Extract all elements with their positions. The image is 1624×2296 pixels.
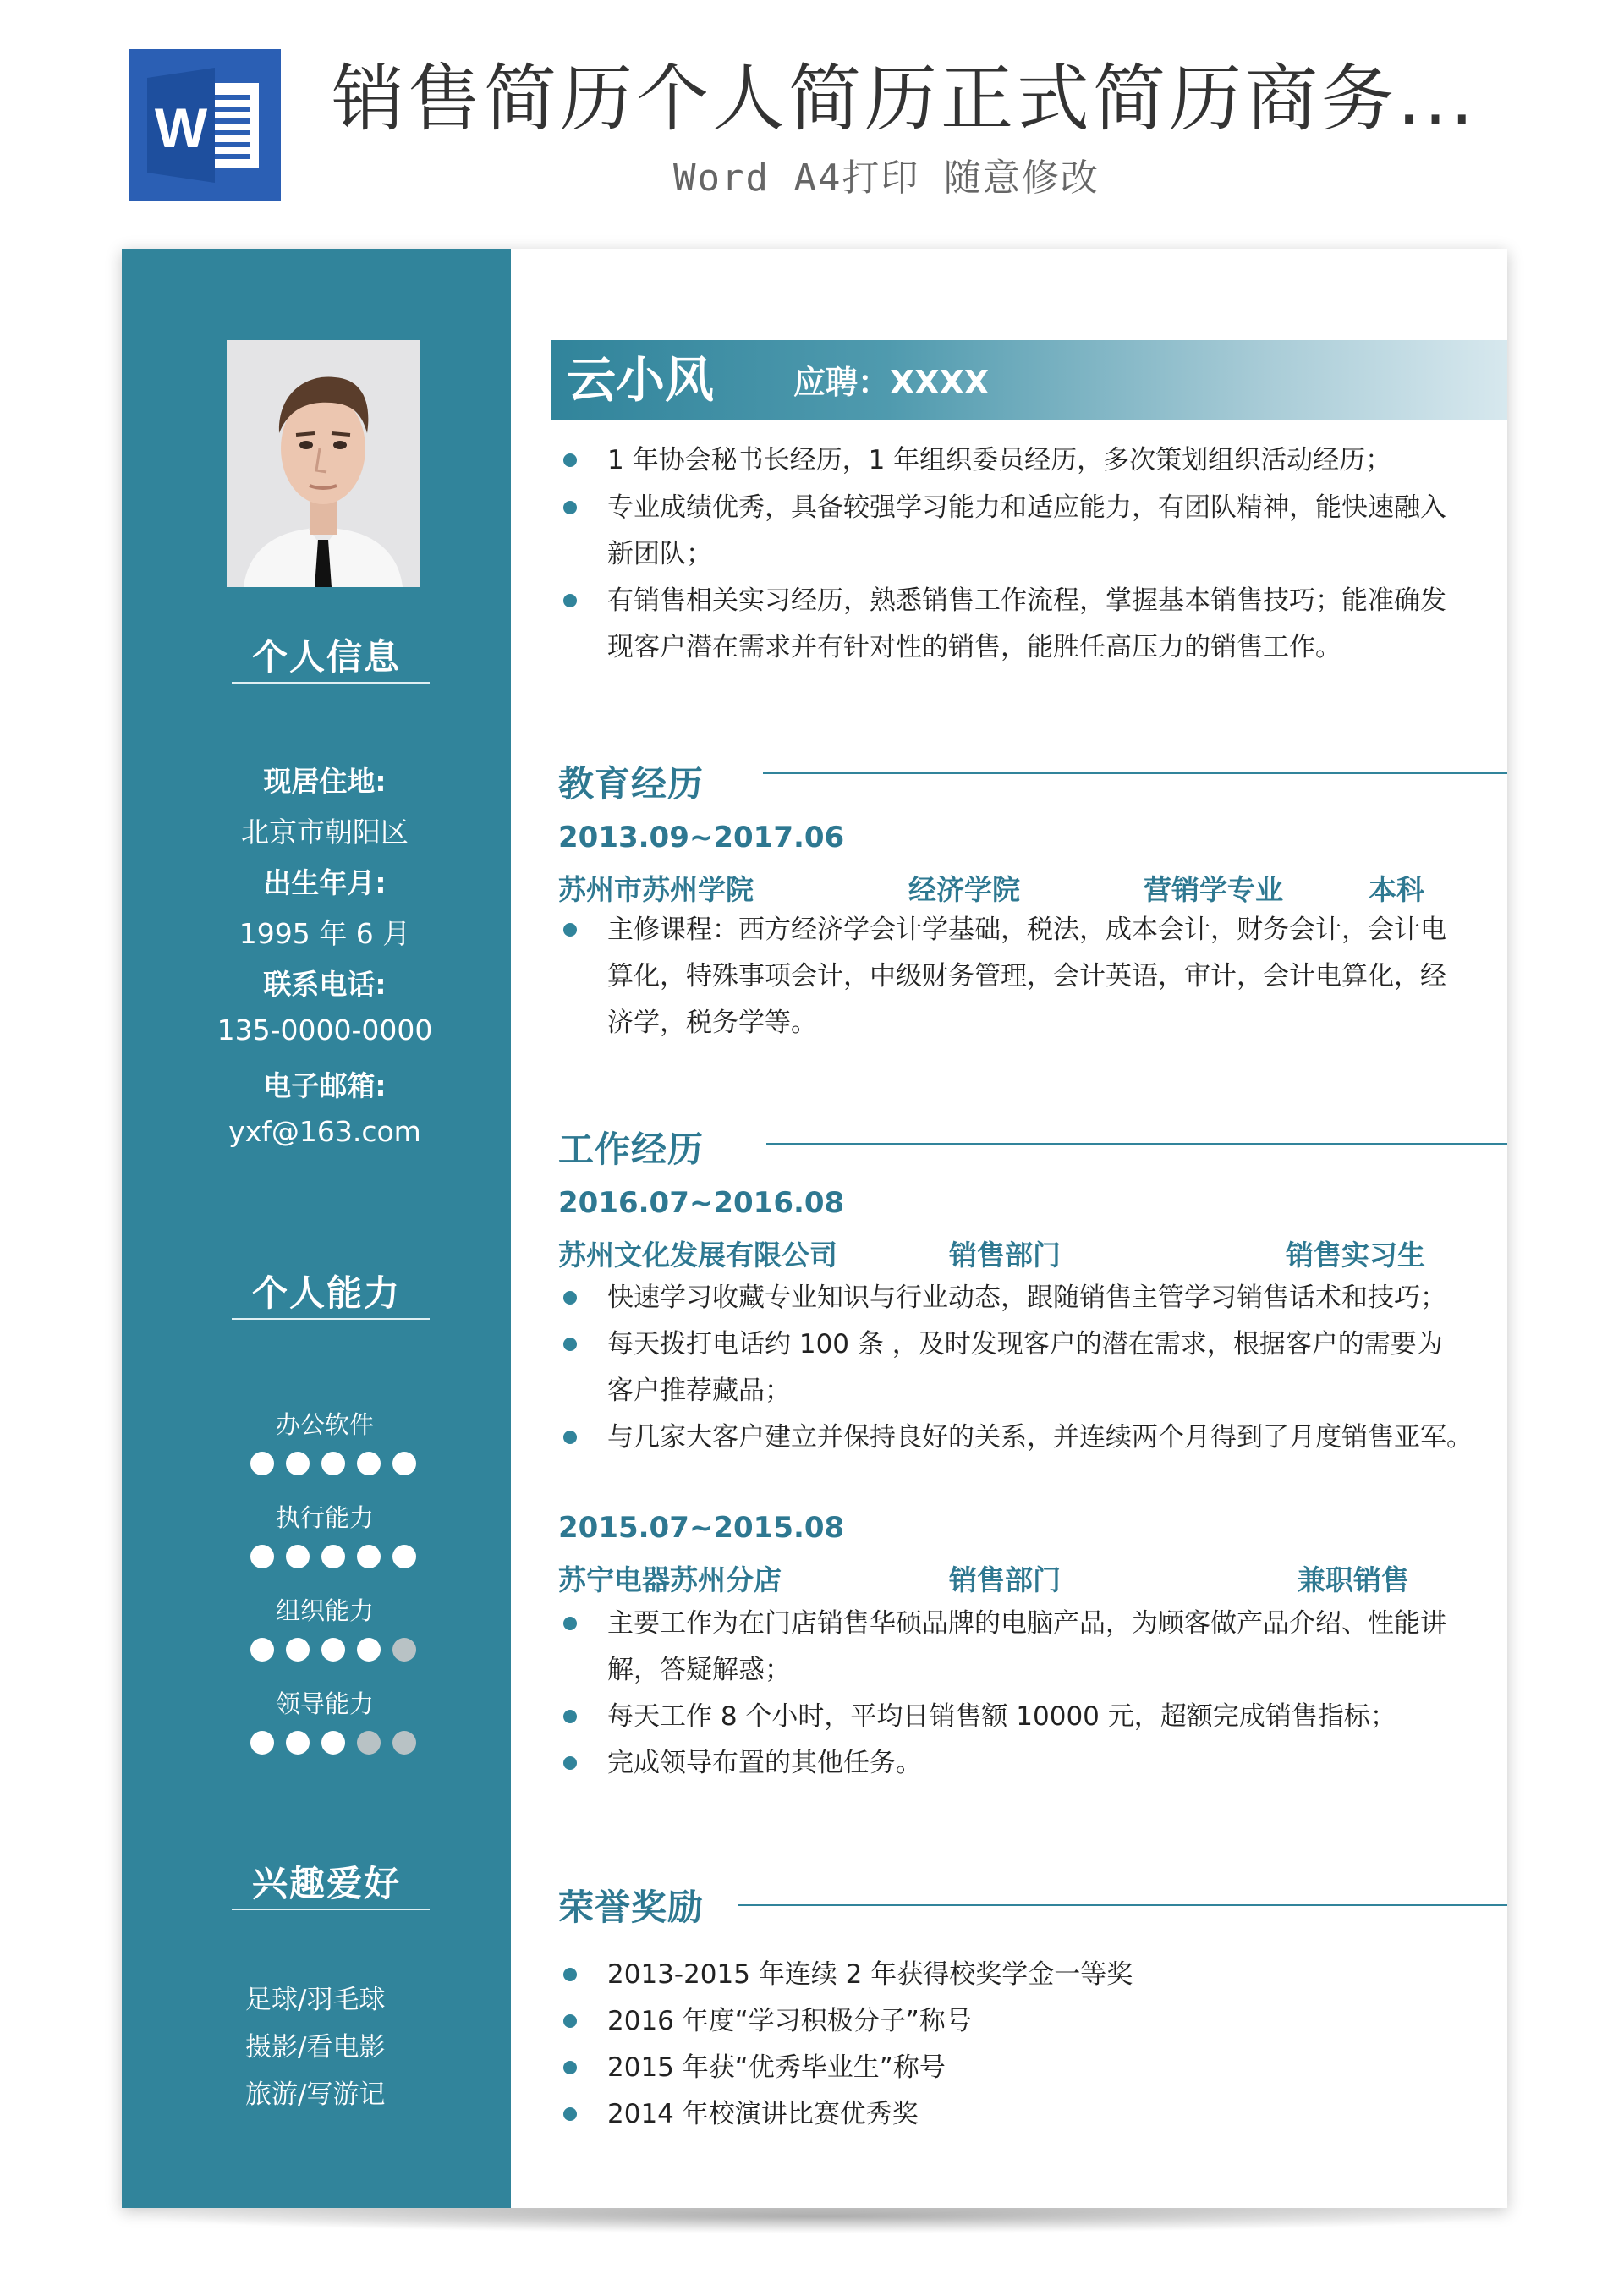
rating-dot-filled bbox=[286, 1452, 310, 1475]
rating-dot-filled bbox=[321, 1545, 345, 1568]
bullet-dot bbox=[563, 1338, 577, 1351]
rating-dot-empty bbox=[357, 1731, 381, 1755]
job-period: 2015.07~2015.08 bbox=[558, 1511, 845, 1545]
rating-dot-filled bbox=[392, 1452, 416, 1475]
job-period: 2016.07~2016.08 bbox=[558, 1186, 845, 1220]
word-icon bbox=[129, 49, 281, 201]
education-major: 营销学专业 bbox=[1144, 873, 1283, 906]
skill-label: 领导能力 bbox=[275, 1689, 374, 1718]
bullet-dot bbox=[563, 1431, 577, 1444]
skill-rating bbox=[250, 1545, 420, 1570]
rating-dot-filled bbox=[321, 1731, 345, 1755]
education-school: 苏州市苏州学院 bbox=[558, 873, 754, 906]
profile-line: 专业成绩优秀，具备较强学习能力和适应能力，有团队精神，能快速融入 bbox=[607, 492, 1446, 523]
skill-label: 执行能力 bbox=[275, 1503, 374, 1532]
bullet-dot bbox=[563, 2107, 577, 2121]
rating-dot-empty bbox=[392, 1731, 416, 1755]
rating-dot-filled bbox=[321, 1452, 345, 1475]
birth-value: 1995 年 6 月 bbox=[239, 917, 411, 950]
address-value: 北京市朝阳区 bbox=[241, 816, 409, 849]
job-department: 销售部门 bbox=[949, 1239, 1061, 1272]
skill-rating bbox=[250, 1638, 420, 1663]
rating-dot-filled bbox=[357, 1638, 381, 1662]
job-line: 主要工作为在门店销售华硕品牌的电脑产品，为顾客做产品介绍、性能讲 bbox=[607, 1608, 1446, 1639]
phone-label: 联系电话: bbox=[263, 968, 387, 1001]
bullet-dot bbox=[563, 1710, 577, 1723]
education-rule bbox=[763, 772, 1507, 774]
education-degree: 本科 bbox=[1369, 873, 1424, 906]
work-rule bbox=[766, 1143, 1507, 1145]
profile-line: 现客户潜在需求并有针对性的销售，能胜任高压力的销售工作。 bbox=[607, 632, 1341, 662]
profile-line: 有销售相关实习经历，熟悉销售工作流程，掌握基本销售技巧；能准确发 bbox=[607, 585, 1446, 616]
birth-label: 出生年月: bbox=[263, 866, 387, 899]
rating-dot-filled bbox=[286, 1638, 310, 1662]
rating-dot-filled bbox=[250, 1545, 274, 1568]
job-line: 解，答疑解惑； bbox=[607, 1655, 791, 1685]
honor-item: 2014 年校演讲比赛优秀奖 bbox=[607, 2099, 919, 2129]
work-heading: 工作经历 bbox=[558, 1129, 705, 1170]
hobbies-rule bbox=[232, 1909, 430, 1910]
bullet-dot bbox=[563, 1291, 577, 1305]
education-period: 2013.09~2017.06 bbox=[558, 821, 845, 854]
bullet-dot bbox=[563, 594, 577, 607]
job-line: 完成领导布置的其他任务。 bbox=[607, 1748, 922, 1778]
sidebar bbox=[122, 249, 511, 2208]
rating-dot-filled bbox=[321, 1638, 345, 1662]
bullet-dot bbox=[563, 923, 577, 937]
document-title: 销售简历个人简历正式简历商务... bbox=[332, 57, 1478, 141]
name-banner bbox=[551, 340, 1507, 420]
word-logo-letter: W bbox=[154, 96, 208, 159]
job-line: 与几家大客户建立并保持良好的关系，并连续两个月得到了月度销售亚军。 bbox=[607, 1422, 1473, 1453]
email-value: yxf@163.com bbox=[228, 1115, 421, 1148]
phone-value: 135-0000-0000 bbox=[217, 1013, 433, 1046]
rating-dot-empty bbox=[392, 1638, 416, 1662]
job-position: 兼职销售 bbox=[1298, 1563, 1409, 1596]
email-label: 电子邮箱: bbox=[263, 1069, 387, 1102]
skill-label: 办公软件 bbox=[275, 1410, 374, 1439]
profile-line: 新团队； bbox=[607, 539, 712, 569]
job-company: 苏宁电器苏州分店 bbox=[558, 1563, 782, 1596]
skill-rating bbox=[250, 1731, 420, 1756]
bullet-dot bbox=[563, 501, 577, 514]
skill-rating bbox=[250, 1452, 420, 1477]
resume-page bbox=[122, 249, 1507, 2208]
personal-info-heading: 个人信息 bbox=[251, 636, 401, 678]
abilities-heading: 个人能力 bbox=[251, 1272, 401, 1314]
education-line: 济学，税务学等。 bbox=[607, 1008, 817, 1038]
hobby-item: 摄影/看电影 bbox=[245, 2032, 386, 2063]
education-heading: 教育经历 bbox=[558, 763, 705, 805]
job-line: 每天拨打电话约 100 条 ，及时发现客户的潜在需求，根据客户的需要为 bbox=[607, 1329, 1443, 1359]
job-line: 每天工作 8 个小时，平均日销售额 10000 元，超额完成销售指标； bbox=[607, 1701, 1396, 1732]
rating-dot-filled bbox=[250, 1638, 274, 1662]
job-line: 快速学习收藏专业知识与行业动态，跟随销售主管学习销售话术和技巧； bbox=[607, 1283, 1446, 1313]
document-subtitle: Word A4打印 随意修改 bbox=[673, 157, 1100, 200]
honors-heading: 荣誉奖励 bbox=[558, 1887, 705, 1928]
rating-dot-filled bbox=[357, 1452, 381, 1475]
applied-position: 应聘：XXXX bbox=[793, 364, 990, 401]
bullet-dot bbox=[563, 1756, 577, 1770]
honor-item: 2013-2015 年连续 2 年获得校奖学金一等奖 bbox=[607, 1959, 1133, 1990]
honor-item: 2016 年度“学习积极分子”称号 bbox=[607, 2006, 972, 2036]
job-department: 销售部门 bbox=[949, 1563, 1061, 1596]
education-line: 主修课程：西方经济学会计学基础，税法，成本会计，财务会计，会计电 bbox=[607, 915, 1446, 945]
job-position: 销售实习生 bbox=[1286, 1239, 1425, 1272]
rating-dot-filled bbox=[286, 1731, 310, 1755]
hobbies-heading: 兴趣爱好 bbox=[251, 1863, 401, 1904]
abilities-rule bbox=[232, 1318, 430, 1320]
rating-dot-filled bbox=[357, 1545, 381, 1568]
candidate-name: 云小风 bbox=[567, 351, 715, 409]
job-line: 客户推荐藏品； bbox=[607, 1376, 791, 1406]
hobby-item: 足球/羽毛球 bbox=[245, 1985, 386, 2015]
bullet-dot bbox=[563, 2014, 577, 2028]
portrait-photo bbox=[227, 340, 420, 587]
profile-line: 1 年协会秘书长经历，1 年组织委员经历，多次策划组织活动经历； bbox=[607, 445, 1392, 475]
skill-label: 组织能力 bbox=[275, 1596, 374, 1625]
hobby-item: 旅游/写游记 bbox=[245, 2079, 386, 2110]
bullet-dot bbox=[563, 453, 577, 467]
honor-item: 2015 年获“优秀毕业生”称号 bbox=[607, 2052, 946, 2083]
rating-dot-filled bbox=[250, 1452, 274, 1475]
bullet-dot bbox=[563, 2061, 577, 2074]
education-line: 算化，特殊事项会计，中级财务管理，会计英语，审计，会计电算化，经 bbox=[607, 961, 1446, 991]
personal-info-rule bbox=[232, 682, 430, 684]
rating-dot-filled bbox=[286, 1545, 310, 1568]
rating-dot-filled bbox=[392, 1545, 416, 1568]
rating-dot-filled bbox=[250, 1731, 274, 1755]
education-college: 经济学院 bbox=[908, 873, 1020, 906]
job-company: 苏州文化发展有限公司 bbox=[558, 1239, 837, 1272]
honors-rule bbox=[738, 1904, 1507, 1906]
portrait-icon bbox=[227, 340, 420, 587]
address-label: 现居住地: bbox=[263, 765, 387, 798]
bullet-dot bbox=[563, 1617, 577, 1630]
bullet-dot bbox=[563, 1968, 577, 1981]
